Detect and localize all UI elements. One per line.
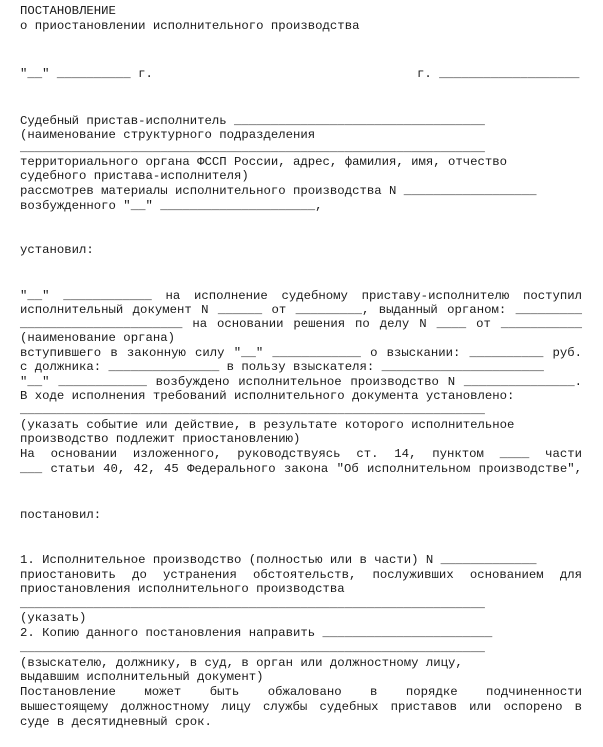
resolved-line: выдавшим исполнительный документ) (20, 670, 264, 684)
established-line: "__" ____________ возбуждено исполнительное производство N _______________. (20, 375, 582, 389)
intro-line: _______________________________________________________________ (20, 141, 485, 155)
resolved-line: _______________________________________________________________ (20, 597, 485, 611)
resolved-line: вышестоящему должностному лицу службы судебных приставов или оспорено в (20, 700, 582, 714)
intro-line: территориального органа ФССП России, адрес, фамилия, имя, отчество (20, 155, 508, 169)
doc-title: ПОСТАНОВЛЕНИЕ (20, 4, 116, 18)
established-line: ___ статьи 40, 42, 45 Федерального закона "Об исполнительном производстве", (20, 462, 582, 476)
resolved-line: суде в десятидневный срок. (20, 715, 212, 729)
intro-line: Судебный пристав-исполнитель __________________________________ (20, 114, 485, 128)
established-heading: установил: (20, 243, 94, 257)
date-line: "__" __________ г. (20, 67, 153, 81)
established-line: (указать событие или действие, в результате которого исполнительное (20, 418, 515, 432)
intro-line: (наименование структурного подразделения (20, 128, 316, 142)
intro-line: рассмотрев материалы исполнительного производства N __________________ (20, 184, 537, 198)
resolved-line: приостановить до устранения обстоятельств, послуживших основанием для (20, 568, 582, 582)
resolved-line: 2. Копию данного постановления направить _______________________ (20, 626, 493, 640)
established-line: _______________________________________________________________ (20, 403, 485, 417)
resolved-line: (указать) (20, 611, 87, 625)
established-line: производство подлежит приостановлению) (20, 432, 301, 446)
established-line: исполнительный документ N ______ от _________, выданный органом: _________ (20, 303, 582, 317)
established-line: с должника: _______________ в пользу взыскателя: ______________________ (20, 360, 544, 374)
established-line: "__" ____________ на исполнение судебному приставу-исполнителю поступил (20, 289, 582, 303)
resolved-line: (взыскателю, должнику, в суд, в орган или должностному лицу, (20, 656, 463, 670)
established-line: На основании изложенного, руководствуясь ст. 14, пунктом ____ части (20, 447, 582, 461)
resolved-heading: постановил: (20, 508, 102, 522)
established-line: В ходе исполнения требований исполнительного документа установлено: (20, 389, 515, 403)
resolved-line: Постановление может быть обжаловано в порядке подчиненности (20, 685, 582, 699)
resolved-line: _______________________________________________________________ (20, 641, 485, 655)
intro-line: судебного пристава-исполнителя) (20, 169, 249, 183)
established-line: ______________________ на основании решения по делу N ____ от ___________ (20, 317, 582, 331)
established-line: вступившего в законную силу "__" ____________ о взыскании: __________ руб. (20, 346, 582, 360)
established-line: (наименование органа) (20, 331, 175, 345)
resolved-line: 1. Исполнительное производство (полностью или в части) N _____________ (20, 553, 537, 567)
resolved-line: приостановления исполнительного производства (20, 582, 345, 596)
place-line: г. ___________________ (417, 67, 580, 81)
intro-line: возбужденного "__" _____________________, (20, 199, 323, 213)
doc-subtitle: о приостановлении исполнительного производства (20, 19, 360, 33)
